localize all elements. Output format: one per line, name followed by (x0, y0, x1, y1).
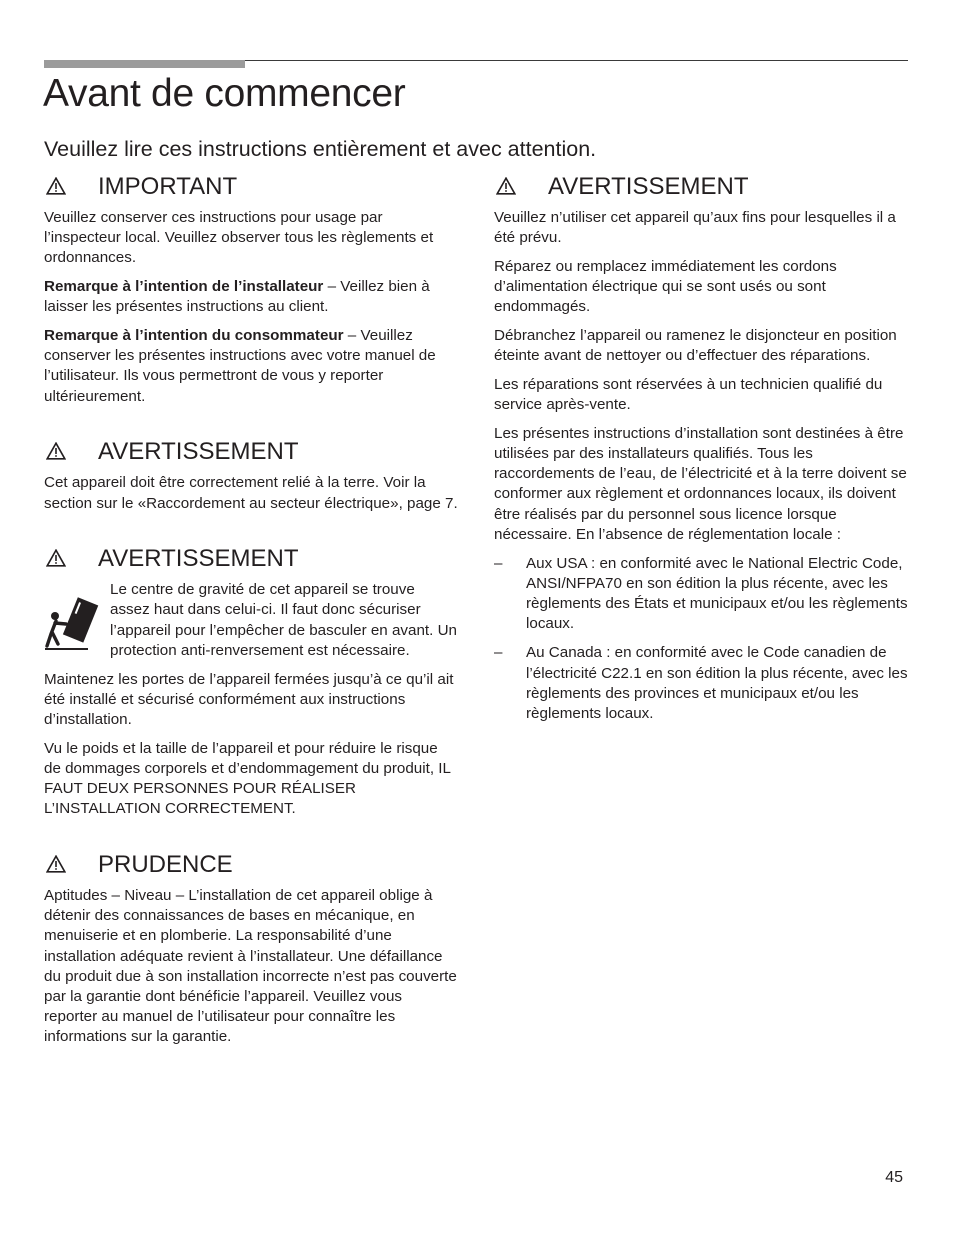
usage-warning-p2: Réparez ou remplacez immédiatement les cordons d’alimentation électrique qui se sont usés ou sont endommagés. (494, 257, 837, 316)
header-accent-bar (44, 60, 245, 68)
important-section (44, 172, 458, 407)
list-dash: – (494, 644, 503, 662)
important-paragraph-1: Veuillez conserver ces instructions pour usage par l’inspecteur local. Veuillez observer tous les règlements et ordonnances. (44, 209, 434, 267)
installer-note (44, 277, 458, 317)
tip-over-warning-heading-text: AVERTISSEMENT (98, 545, 299, 573)
usage-warning-heading-text: AVERTISSEMENT (548, 173, 749, 200)
grounding-warning-text: Cet appareil doit être correctement relié à la terre. Voir la section sur le «Raccordement au secteur électrique», page 7. (44, 474, 458, 512)
tip-over-warning-text: Le centre de gravité de cet appareil se trouve assez haut dans celui-ci. Il faut donc sécuriser l’appareil pour l’empêcher de basculer en avant. Un protection anti-renversement est nécessaire. (110, 581, 457, 659)
usage-warning-p3: Débranchez l’appareil ou ramenez le disjoncteur en position éteinte avant de nettoyer ou d’effectuer des réparations. (494, 327, 897, 365)
list-dash: – (494, 554, 503, 572)
left-column (44, 172, 458, 1056)
tip-over-block (44, 580, 458, 661)
usage-warning-p4: Les réparations sont réservées à un technicien qualifié du service après-vente. (494, 375, 883, 414)
important-heading-text: IMPORTANT (98, 173, 238, 200)
installer-note-label: Remarque à l’intention de l’installateur (44, 278, 324, 296)
grounding-warning-heading (44, 437, 458, 467)
warning-triangle-icon (46, 442, 66, 460)
grounding-warning-heading-text: AVERTISSEMENT (98, 438, 299, 466)
caution-heading-text: PRUDENCE (98, 850, 233, 878)
tip-over-warning-heading (44, 544, 458, 574)
warning-triangle-icon (46, 177, 66, 195)
tip-over-hazard-icon (44, 594, 104, 654)
caution-heading (44, 850, 458, 880)
consumer-note-label: Remarque à l’intention du consommateur (44, 327, 344, 345)
right-column (494, 172, 908, 733)
doors-closed-text: Maintenez les portes de l’appareil fermées jusqu’à ce qu’il ait été installé et sécurisé conformément aux instructions d’installation. (44, 670, 454, 728)
two-person-install-text: Vu le poids et la taille de l’appareil et pour réduire le risque de dommages corporels et d’endommagement du produit, IL FAUT DEUX PERSONNES POUR RÉALISER L’INSTALLATION CORRECTEMENT. (44, 739, 451, 818)
consumer-note-text: – Veuillez conserver les présentes instructions avec votre manuel de l’utilisateur. Ils vous permettront de vous y reporter ultérieurement. (44, 327, 436, 405)
warning-triangle-icon (496, 177, 516, 195)
usage-warning-heading (494, 172, 908, 202)
list-item (494, 554, 908, 635)
page-subtitle: Veuillez lire ces instructions entièrement et avec attention. (44, 137, 597, 161)
page-title: Avant de commencer (43, 72, 406, 115)
warning-triangle-icon (46, 855, 66, 873)
list-item-text: Aux USA : en conformité avec le National Electric Code, ANSI/NFPA70 en son édition la plus récente, avec les règlements des États et municipaux et/ou les règlements locaux. (526, 554, 908, 633)
tip-over-warning-section (44, 544, 458, 819)
usage-warning-p5: Les présentes instructions d’installation sont destinées à être utilisées par des installateurs qualifiés. Tous les raccordements de l’eau, de l’électricité et à la terre doivent se conformer aux règlement et ordonnances locaux, ils doivent être réalisés par du personnel sous licence lorsque nécessaire. En l’absence de réglementation locale : (494, 424, 907, 543)
usage-warning-p1: Veuillez n’utiliser cet appareil qu’aux fins pour lesquelles il a été prévu. (494, 209, 896, 247)
warning-triangle-icon (46, 549, 66, 567)
page-number: 45 (885, 1169, 903, 1186)
list-item-text: Au Canada : en conformité avec le Code canadien de l’électricité C22.1 en son édition la plus récente, avec les règlements des provinces et municipaux et/ou les règlements locaux. (526, 644, 908, 722)
usage-warning-section (494, 172, 908, 724)
list-item (494, 643, 908, 724)
caution-text: Aptitudes – Niveau – L’installation de cet appareil oblige à détenir des connaissances de bases en mécanique, en menuiserie et en plomberie. La responsabilité d’une installation adéquate revient à l’installateur. Une défaillance du produit due à son installation incorrecte n’est pas couverte par la garantie dont bénéficie l’appareil. Veuillez vous reporter au manuel de l’utilisateur pour connaître les informations sur la garantie. (44, 886, 457, 1046)
important-heading (44, 172, 458, 202)
consumer-note (44, 326, 458, 407)
grounding-warning-section (44, 437, 458, 513)
installer-note-text: – Veillez bien à laisser les présentes instructions au client. (44, 278, 430, 316)
caution-section (44, 850, 458, 1048)
